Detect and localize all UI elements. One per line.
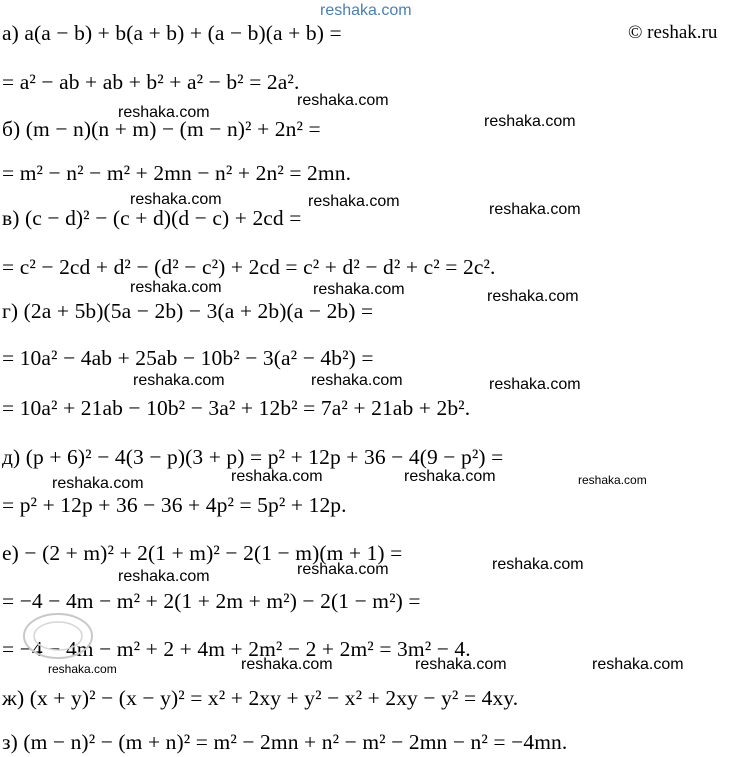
solution-line-b-2: = m² − n² − m² + 2mn − n² + 2n² = 2mn. (2, 161, 352, 185)
solution-line-g-3: = 10a² + 21ab − 10b² − 3a² + 12b² = 7a² + 21ab + 2b². (2, 396, 471, 420)
solution-line-e-2: = −4 − 4m − m² + 2(1 + 2m + m²) − 2(1 − m²) = (2, 589, 421, 613)
solution-line-zh-1: ж) (x + y)² − (x − y)² = x² + 2xy + y² − x² + 2xy − y² = 4xy. (2, 686, 519, 710)
faint-stamp-graphic (18, 606, 98, 666)
watermark: reshaka.com (297, 92, 389, 109)
solution-line-v-1: в) (c − d)² − (c + d)(d − c) + 2cd = (2, 206, 302, 230)
solution-line-g-1: г) (2a + 5b)(5a − 2b) − 3(a + 2b)(a − 2b) = (2, 299, 374, 323)
watermark: reshaka.com (489, 201, 581, 218)
solution-line-d-1: д) (p + 6)² − 4(3 − p)(3 + p) = p² + 12p + 36 − 4(9 − p²) = (2, 445, 504, 469)
watermark-small: reshaka.com (48, 662, 117, 676)
watermark: reshaka.com (241, 656, 333, 673)
watermark: reshaka.com (484, 113, 576, 130)
solution-line-a-1: а) a(a − b) + b(a + b) + (a − b)(a + b) = (2, 21, 342, 45)
solution-line-e-3: = −4 − 4m − m² + 2 + 4m + 2m² − 2 + 2m² = 3m² − 4. (2, 637, 471, 661)
watermark: reshaka.com (133, 372, 225, 389)
solution-line-d-2: = p² + 12p + 36 − 36 + 4p² = 5p² + 12p. (2, 493, 347, 517)
watermark: reshaka.com (130, 279, 222, 296)
watermark-small: reshaka.com (578, 473, 647, 487)
site-watermark-top: reshaka.com (320, 2, 412, 19)
watermark: reshaka.com (308, 193, 400, 210)
watermark: reshaka.com (130, 191, 222, 208)
watermark: reshaka.com (313, 281, 405, 298)
copyright-label: © reshak.ru (628, 22, 718, 43)
watermark: reshaka.com (487, 288, 579, 305)
watermark: reshaka.com (404, 468, 496, 485)
solution-line-a-2: = a² − ab + ab + b² + a² − b² = 2a². (2, 70, 300, 94)
watermark: reshaka.com (52, 475, 144, 492)
solution-line-b-1: б) (m − n)(n + m) − (m − n)² + 2n² = (2, 117, 321, 141)
watermark: reshaka.com (311, 372, 403, 389)
watermark: reshaka.com (592, 656, 684, 673)
solution-line-e-1: е) − (2 + m)² + 2(1 + m)² − 2(1 − m)(m + 1) = (2, 541, 403, 565)
solution-line-z-1: з) (m − n)² − (m + n)² = m² − 2mn + n² − m² − 2mn − n² = −4mn. (2, 730, 568, 754)
watermark: reshaka.com (231, 468, 323, 485)
watermark: reshaka.com (492, 556, 584, 573)
solution-line-g-2: = 10a² − 4ab + 25ab − 10b² − 3(a² − 4b²) = (2, 346, 374, 370)
watermark: reshaka.com (118, 568, 210, 585)
watermark: reshaka.com (297, 561, 389, 578)
watermark: reshaka.com (118, 104, 210, 121)
solution-line-v-2: = c² − 2cd + d² − (d² − c²) + 2cd = c² + d² − d² + c² = 2c². (2, 255, 496, 279)
watermark: reshaka.com (415, 656, 507, 673)
watermark: reshaka.com (489, 376, 581, 393)
